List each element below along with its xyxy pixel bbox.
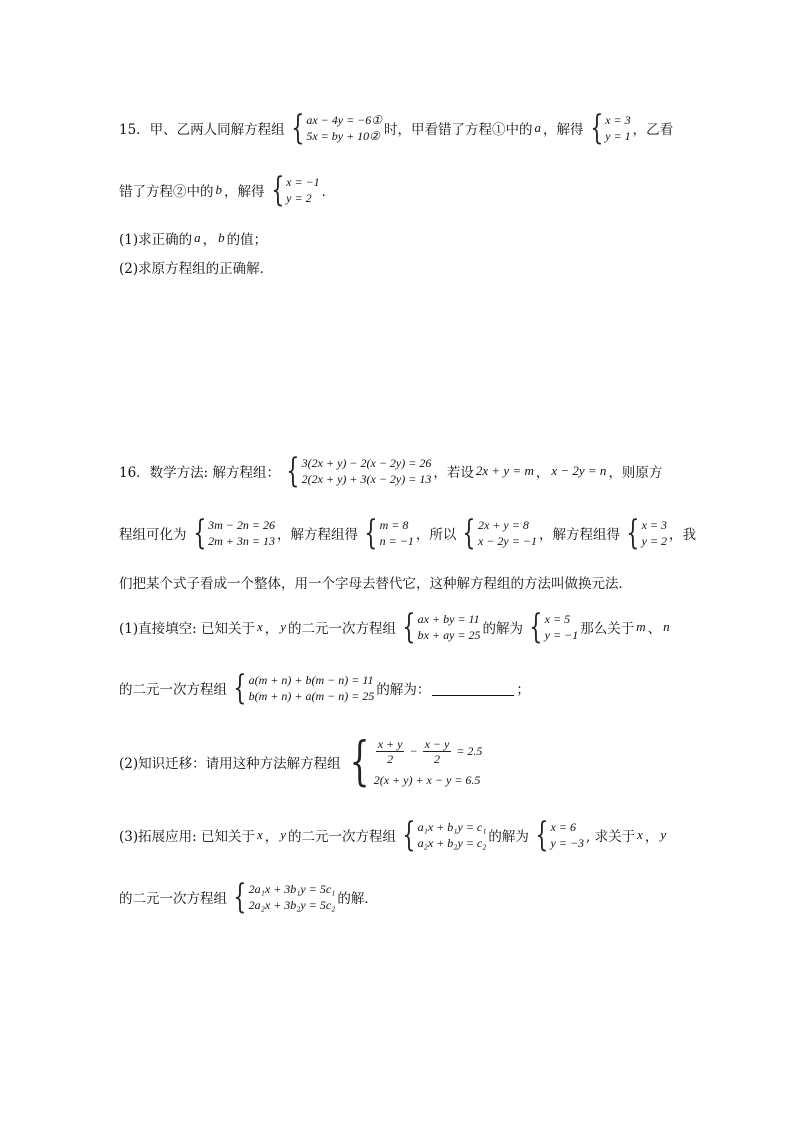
q16-p3b-end: 的解． <box>337 891 378 907</box>
left-brace-icon: { <box>291 108 304 148</box>
left-brace-icon: { <box>233 877 247 917</box>
q16-l2-sys2-r2: n = −1 <box>379 534 414 548</box>
left-brace-icon: { <box>192 513 206 553</box>
q16-l2-sys3-r2: x − 2y = −1 <box>478 534 537 548</box>
q16-p3-sys-r1: a₁x + b₁y = c₁ <box>417 820 487 834</box>
q16-p1-sol-x: x = 5 <box>544 612 571 626</box>
q16-l2-sys1 <box>189 513 276 553</box>
q16-p1-mid2: 的解为 <box>482 621 524 637</box>
q16-p3-sol-x: x = 6 <box>550 820 576 834</box>
q16-p2-eq1: = 2.5 <box>456 744 483 758</box>
q16-p3-y: y <box>280 827 287 842</box>
q16-p1b-system <box>229 668 375 708</box>
q16-line3 <box>119 572 694 592</box>
q16-l2-sys1-r2: 2m + 3n = 13 <box>208 534 276 548</box>
q16-p1b-mid: 的解为： <box>376 682 431 698</box>
q15-mid1: 时，甲看错了方程①中的 <box>384 122 533 138</box>
q16-l2-sys2-r1: m = 8 <box>379 518 409 532</box>
q16-sub1: 2x + y = m <box>475 463 534 478</box>
q15-var-a: a <box>534 120 542 135</box>
q16-l2-sys4-r2: y = 2 <box>641 534 668 548</box>
q16-p2-start: (2)知识迁移：请用这种方法解方程组 <box>119 756 341 772</box>
q15-var-b: b <box>215 182 222 197</box>
q16-p2-den1: 2 <box>387 751 394 766</box>
q15-line2-start: 错了方程②中的 <box>119 184 214 200</box>
q16-p3b-sys-r1: 2a₁x + 3b₁y = 5c₁ <box>248 882 336 896</box>
q16-p1-system <box>398 607 481 647</box>
q16-eq2: 2(2x + y) + 3(x − 2y) = 13 <box>301 472 432 486</box>
q16-l3: 们把某个式子看成一个整体，用一个字母去替代它，这种解方程组的方法叫做换元法． <box>119 576 632 592</box>
q16-p1-sep: ， <box>264 621 279 637</box>
q16-p2-minus: − <box>409 744 418 758</box>
q16-p3-x: x <box>256 827 263 842</box>
q16-l2-t4: ，我 <box>669 527 697 543</box>
q16-p3-sep2: ， <box>644 829 659 845</box>
q16-l2-t3: ，解方程组得 <box>538 527 620 543</box>
q16-p3b-start: 的二元一次方程组 <box>119 891 227 907</box>
q16-p1b-sys-r1: a(m + n) + b(m − n) = 11 <box>248 673 374 687</box>
q15-sol2-y: y = 2 <box>286 191 312 205</box>
q16-p1-mid: 的二元一次方程组 <box>288 621 397 637</box>
q16-eq1: 3(2x + y) − 2(x − 2y) = 26 <box>301 456 432 470</box>
q15-mid2: ，解得 <box>543 122 584 138</box>
q15-p1-sep: ， <box>202 232 217 248</box>
q16-p3-x2: x <box>637 827 643 842</box>
q16-p3-y2: y <box>660 827 667 842</box>
q16-part3 <box>119 815 694 855</box>
left-brace-icon: { <box>589 108 603 148</box>
q16-p1b-start: 的二元一次方程组 <box>119 682 227 698</box>
q16-line1 <box>119 451 694 491</box>
answer-blank[interactable] <box>432 681 514 696</box>
q15-p1-end: 的值； <box>226 232 268 248</box>
q16-p1-sys-r1: ax + by = 11 <box>417 612 480 626</box>
q15-sol1-y: y = 1 <box>605 129 631 143</box>
q16-p2-num1: x + y <box>377 736 403 751</box>
left-brace-icon: { <box>529 607 543 647</box>
q16-p3-solution <box>531 815 585 855</box>
left-brace-icon: { <box>626 513 640 553</box>
q16-l2-sys2 <box>360 513 414 553</box>
q16-l2-t1: ，解方程组得 <box>277 527 359 543</box>
left-brace-icon: { <box>270 170 284 210</box>
q15-line2 <box>119 170 694 210</box>
q16-l2-start: 程组可化为 <box>119 527 187 543</box>
left-brace-icon: { <box>402 607 416 647</box>
q16-p3-tail: , 求关于 <box>586 829 636 845</box>
q15-sol2-x: x = −1 <box>286 175 320 189</box>
left-brace-icon: { <box>349 732 370 792</box>
q16-p1b-end: ； <box>516 682 530 698</box>
q16-p3-sys-r2: a₂x + b₂y = c₂ <box>417 836 487 850</box>
q16-l2-sys3 <box>458 513 537 553</box>
q15-eq1: ax − 4y = −6① <box>306 113 383 127</box>
left-brace-icon: { <box>364 513 378 553</box>
q16-p3-system <box>398 815 487 855</box>
q16-sep1: ， <box>535 465 550 481</box>
q16-l2-sys3-r1: 2x + y = 8 <box>478 518 529 532</box>
q16-p1-tail: 那么关于 <box>580 621 635 637</box>
q16-p1-sys-r2: bx + ay = 25 <box>417 628 481 642</box>
q16-sub2: x − 2y = n <box>551 463 607 478</box>
q15-line2-mid: ，解得 <box>224 184 265 200</box>
q16-p1-x: x <box>256 619 263 634</box>
q16-l2-t2: ，所以 <box>415 527 457 543</box>
q15-p1-b: b <box>218 230 225 245</box>
q15-intro: 15．甲、乙两人同解方程组 <box>119 122 285 138</box>
q16-p2-row2: 2(x + y) + x − y = 6.5 <box>373 772 481 787</box>
fraction <box>423 737 452 766</box>
q16-system <box>282 451 432 491</box>
q16-l2-sys4-r1: x = 3 <box>641 518 668 532</box>
q16-mid1: ，若设 <box>433 465 474 481</box>
q16-p3b-system <box>229 877 336 917</box>
left-brace-icon: { <box>233 668 247 708</box>
q16-intro: 16．数学方法: 解方程组： <box>119 465 281 481</box>
q16-p1-start: (1)直接填空: 已知关于 <box>119 621 255 637</box>
q15-part1 <box>119 228 694 248</box>
q16-p1-m: m <box>636 619 646 634</box>
q16-l2-sys4 <box>622 513 668 553</box>
q15-system <box>287 108 383 148</box>
q16-p3-sol-y: y = −3 <box>550 836 585 850</box>
q16-p2-den2: 2 <box>433 751 440 766</box>
q16-p1-solution <box>525 607 579 647</box>
q15-solution1 <box>586 108 631 148</box>
q15-p1-start: (1)求正确的 <box>119 232 193 248</box>
q16-part1 <box>119 607 694 647</box>
q16-p3-sep: ， <box>264 829 279 845</box>
q15-eq2: 5x = by + 10② <box>306 129 380 143</box>
q16-p3-mid: 的二元一次方程组 <box>288 829 397 845</box>
q15-tail1: ，乙看 <box>632 122 674 138</box>
q16-p1-n: n <box>663 619 670 634</box>
q15-sol1-x: x = 3 <box>605 113 631 127</box>
q15-p2: (2)求原方程组的正确解． <box>119 261 274 277</box>
q15-p1-a: a <box>194 230 201 245</box>
q16-line2 <box>119 513 697 553</box>
left-brace-icon: { <box>402 815 416 855</box>
q15-solution2 <box>267 170 320 210</box>
q16-p2-row1 <box>374 737 483 766</box>
q16-p2-num2: x − y <box>424 736 450 751</box>
q15-part2 <box>119 257 694 277</box>
q16-part2 <box>119 724 694 800</box>
q15-line2-end: ． <box>321 184 336 200</box>
q16-l2-sys1-r1: 3m − 2n = 26 <box>208 518 276 532</box>
q16-p2-system <box>343 732 483 792</box>
left-brace-icon: { <box>462 513 476 553</box>
fraction <box>376 737 405 766</box>
q16-p3b-sys-r2: 2a₂x + 3b₂y = 5c₂ <box>248 898 336 912</box>
q16-p3-start: (3)拓展应用: 已知关于 <box>119 829 255 845</box>
q16-part3b <box>119 877 694 917</box>
q16-p3-mid2: 的解为 <box>488 829 529 845</box>
left-brace-icon: { <box>286 451 300 491</box>
q16-p1-sol-y: y = −1 <box>544 628 579 642</box>
q16-p1-y: y <box>280 619 287 634</box>
q16-p1-dot: 、 <box>647 621 662 637</box>
q16-tail1: ，则原方 <box>608 465 663 481</box>
left-brace-icon: { <box>535 815 549 855</box>
q16-part1b <box>119 668 694 708</box>
q15-line1 <box>119 108 694 148</box>
q16-p1b-sys-r2: b(m + n) + a(m − n) = 25 <box>248 689 375 703</box>
